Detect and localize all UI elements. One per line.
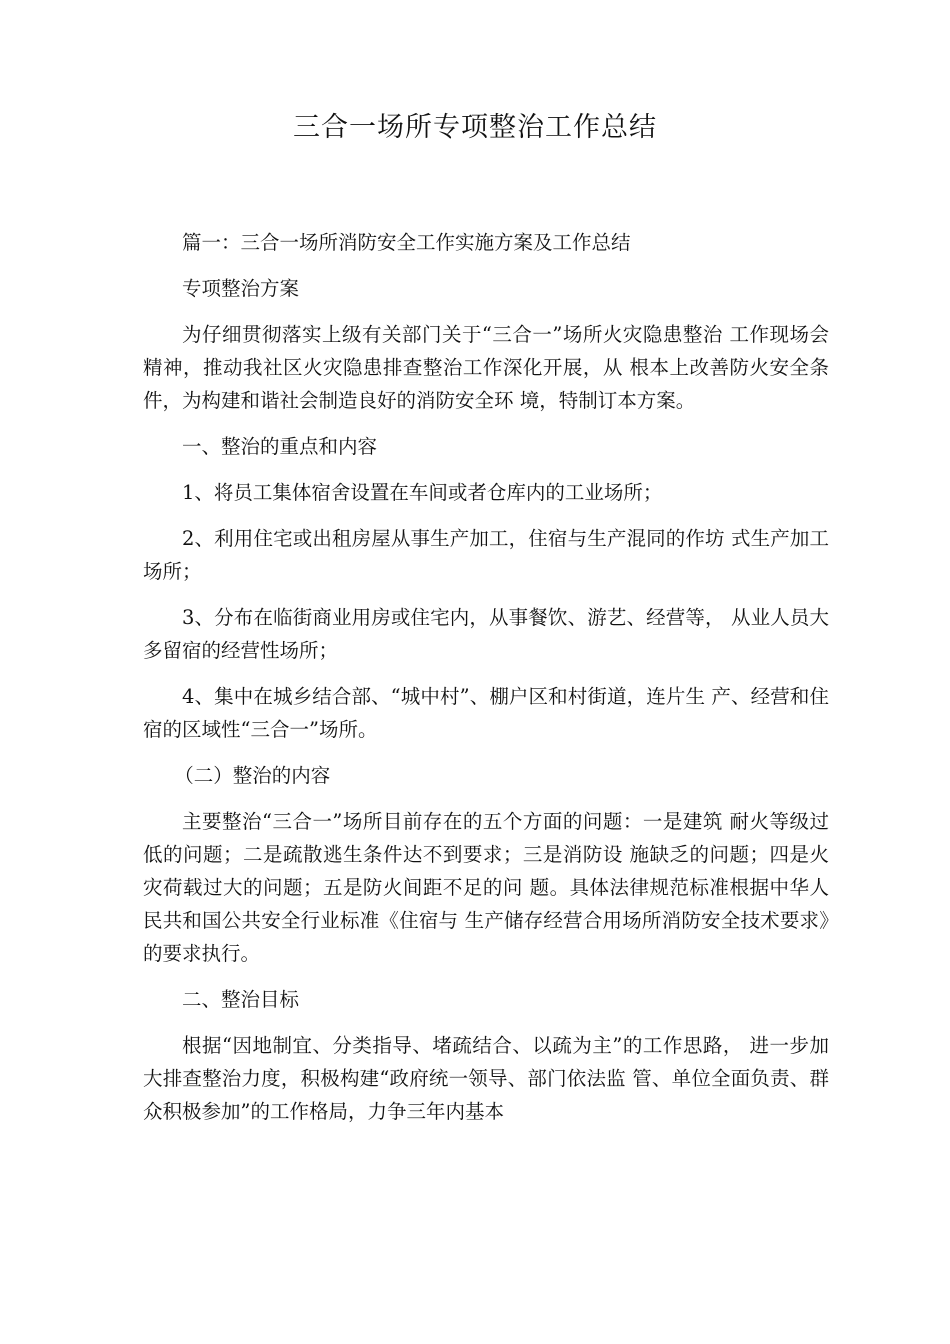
paragraph-section-one-heading: 一、整治的重点和内容 bbox=[182, 435, 378, 458]
paragraph-subsection-heading: （二）整治的内容 bbox=[174, 764, 331, 787]
paragraph-goals: 根据“因地制宜、分类指导、堵疏结合、以疏为主”的工作思路， 进一步加大排查整治力度，积极构建“政府统一领导、部门依法监 管、单位全面负责、群众积极参加”的工作格局，力争三年内基本 bbox=[143, 1034, 829, 1123]
paragraph-intro: 为仔细贯彻落实上级有关部门关于“三合一”场所火灾隐患整治 工作现场会精神，推动我社区火灾隐患排查整治工作深化开展，从 根本上改善防火安全条件，为构建和谐社会制造良好的消防安全环 境，特制订本方案。 bbox=[143, 323, 829, 412]
paragraph-item-2: 2、利用住宅或出租房屋从事生产加工，住宿与生产混同的作坊 式生产加工场所； bbox=[143, 527, 829, 583]
paragraph-section-two-heading: 二、整治目标 bbox=[182, 988, 300, 1011]
paragraph-plan-heading: 专项整治方案 bbox=[182, 277, 300, 300]
paragraph-item-1: 1、将员工集体宿舍设置在车间或者仓库内的工业场所； bbox=[182, 481, 663, 504]
paragraph-chapter-heading: 篇一：三合一场所消防安全工作实施方案及工作总结 bbox=[182, 231, 631, 254]
document-body bbox=[143, 226, 829, 1141]
paragraph-item-3: 3、分布在临街商业用房或住宅内，从事餐饮、游艺、经营等， 从业人员大多留宿的经营性场所； bbox=[143, 606, 829, 662]
paragraph-item-4: 4、集中在城乡结合部、“城中村”、棚户区和村街道，连片生 产、经营和住宿的区域性“三合一”场所。 bbox=[143, 685, 829, 741]
paragraph-main-content: 主要整治“三合一”场所目前存在的五个方面的问题：一是建筑 耐火等级过低的问题；二是疏散逃生条件达不到要求；三是消防设 施缺乏的问题；四是火灾荷载过大的问题；五是防火间距不足的问 题。具体法律规范标准根据中华人民共和国公共安全行业标准《住宿与 生产储存经营合用场所消防安全技术要求》的要求执行。 bbox=[143, 810, 829, 965]
document-title: 三合一场所专项整治工作总结 bbox=[293, 112, 657, 143]
